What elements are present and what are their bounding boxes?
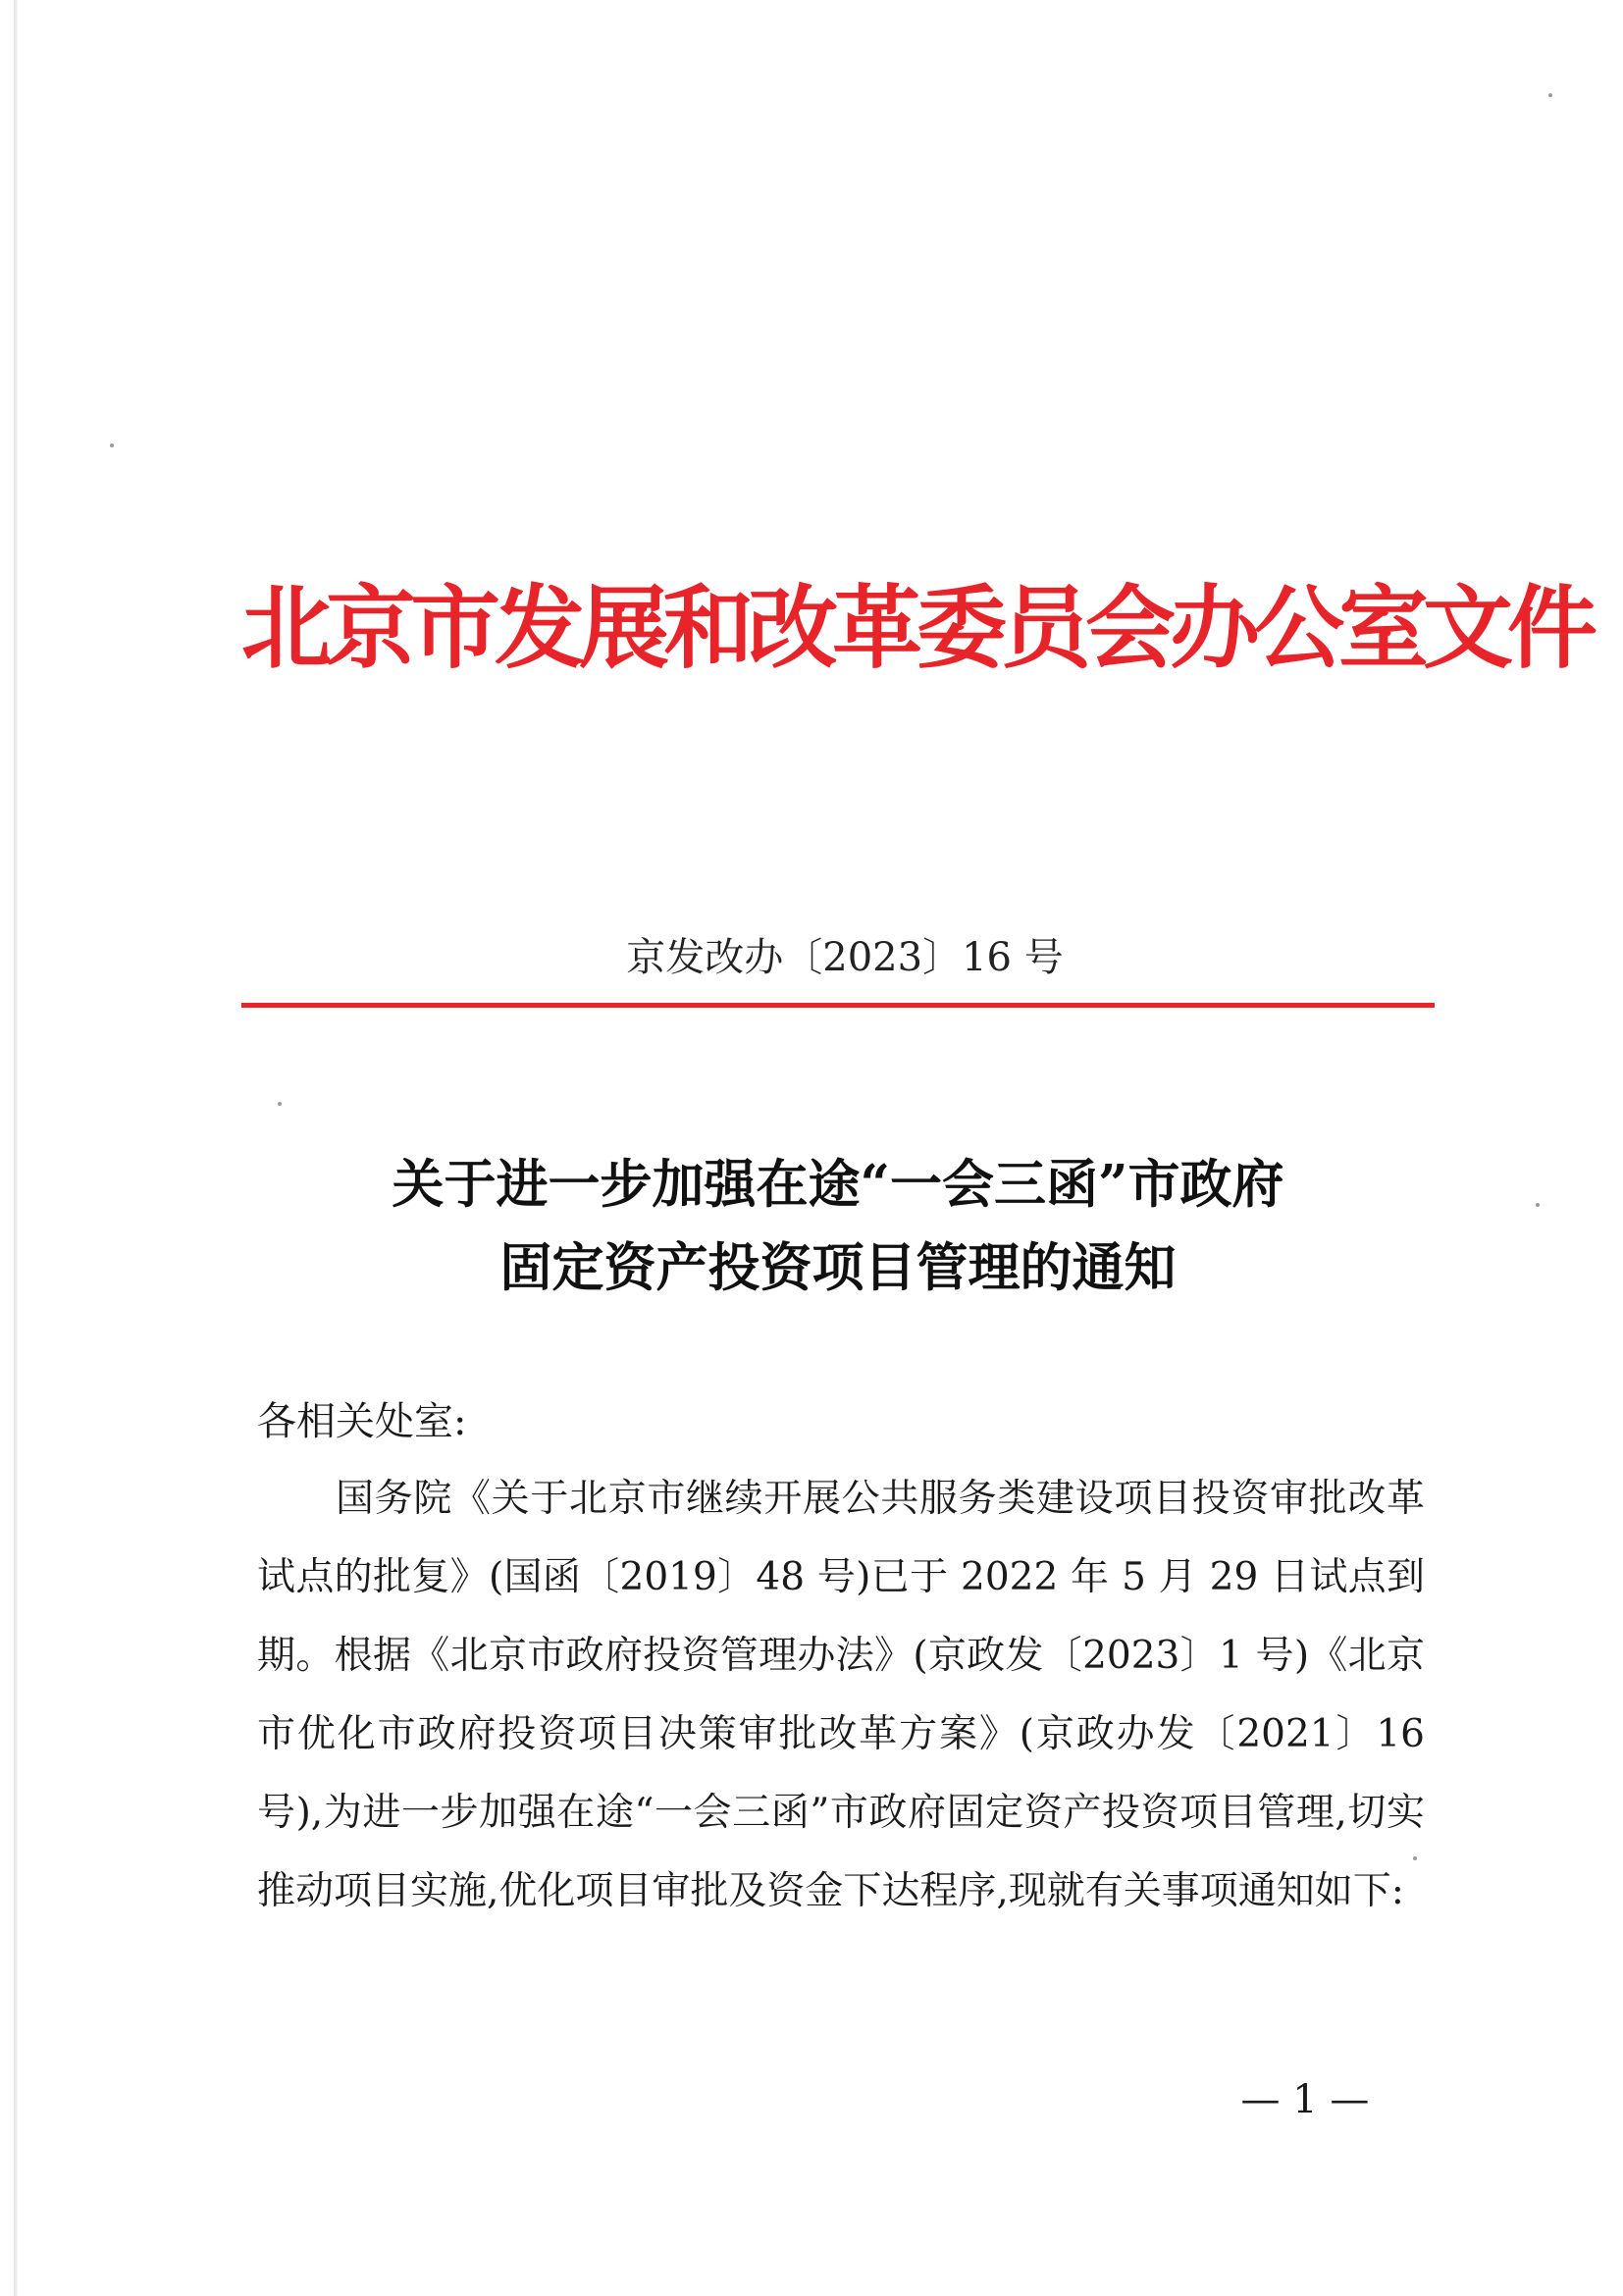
scan-speck bbox=[278, 1102, 282, 1106]
scan-speck bbox=[1413, 1856, 1417, 1860]
scan-speck bbox=[110, 444, 114, 447]
letterhead-title: 北京市发展和改革委员会办公室文件 bbox=[241, 575, 1593, 681]
body-paragraph: 国务院《关于北京市继续开展公共服务类建设项目投资审批改革试点的批复》(国函〔2019〕48 号)已于 2022 年 5 月 29 日试点到期。根据《北京市政府投资管理办法》(京政发〔2023〕1 号)《北京市优化市政府投资项目决策审批改革方案》(京政办发〔2021〕16 号),为进一步加强在途“一会三函”市政府固定资产投资项目管理,切实推动项目实施,优化项目审批及资金下达程序,现就有关事项通知如下: bbox=[257, 1477, 1425, 1913]
document-number: 京发改办〔2023〕16 号 bbox=[626, 935, 1064, 980]
scan-speck bbox=[1548, 93, 1552, 97]
salutation: 各相关处室: bbox=[257, 1399, 467, 1444]
red-divider-line bbox=[241, 1003, 1435, 1008]
scan-speck bbox=[1536, 1203, 1540, 1207]
notice-title-line-1: 关于进一步加强在途“一会三函”市政府 bbox=[392, 1154, 1284, 1215]
notice-title-line-2: 固定资产投资项目管理的通知 bbox=[499, 1237, 1177, 1298]
notice-title bbox=[241, 1143, 1435, 1310]
page-number: — 1 — bbox=[1240, 2077, 1370, 2122]
binding-edge bbox=[14, 0, 18, 2296]
